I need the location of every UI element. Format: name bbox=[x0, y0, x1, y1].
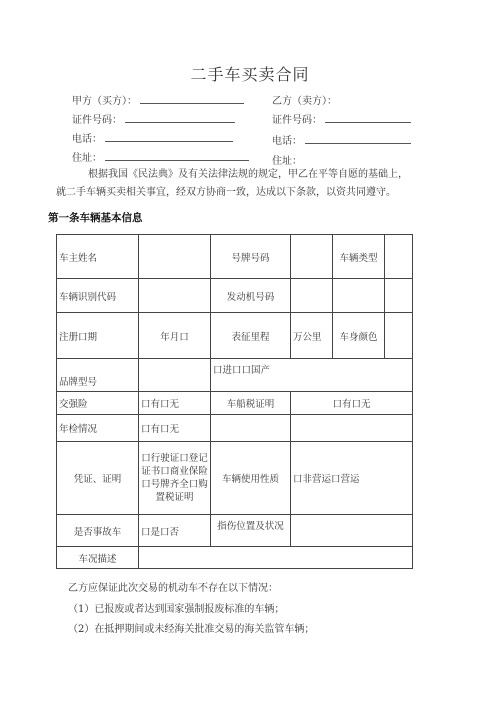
engine-no-extra-cell[interactable] bbox=[333, 279, 385, 313]
plate-no-cell[interactable] bbox=[291, 235, 333, 279]
engine-no-cell[interactable] bbox=[291, 279, 333, 313]
compulsory-ins-options[interactable]: 口有口无 bbox=[139, 392, 211, 415]
inspection-end-cell[interactable] bbox=[291, 415, 413, 442]
seller-label: 乙方（卖方）： bbox=[272, 96, 337, 107]
table-row bbox=[57, 313, 413, 359]
reg-date-value[interactable]: 年月口 bbox=[139, 313, 211, 359]
buyer-address-label: 住址： bbox=[72, 153, 102, 164]
buyer-phone-blank[interactable] bbox=[105, 131, 233, 142]
condition-cell[interactable] bbox=[139, 547, 413, 569]
buyer-address-blank[interactable] bbox=[105, 150, 249, 161]
seller-id-blank[interactable] bbox=[325, 112, 411, 123]
vehicle-info-table bbox=[56, 234, 413, 569]
notes-item-1: （1）已报废或者达到国家强制报废标准的车辆； bbox=[68, 604, 285, 615]
engine-no-label: 发动机号码 bbox=[211, 279, 291, 313]
table-row bbox=[57, 515, 413, 547]
body-color-cell[interactable] bbox=[385, 313, 413, 359]
body-color-label: 车身颜色 bbox=[333, 313, 385, 359]
table-row bbox=[57, 442, 413, 515]
vin-row-end-cell[interactable] bbox=[385, 279, 413, 313]
vehicle-type-cell[interactable] bbox=[385, 235, 413, 279]
reg-date-label: 注册口期 bbox=[57, 313, 139, 359]
owner-name-cell[interactable] bbox=[139, 235, 211, 279]
accident-label: 是否事故车 bbox=[57, 515, 139, 547]
buyer-id-blank[interactable] bbox=[125, 112, 235, 123]
brand-model-cell[interactable] bbox=[139, 359, 211, 392]
seller-phone-row bbox=[272, 132, 411, 147]
buyer-phone-row bbox=[72, 130, 233, 145]
intro-line-2: 就二手车辆买卖相关事宜，经双方协商一致，达成以下条款，以资共同遵守。 bbox=[56, 187, 396, 198]
notes-item-2: （2）在抵押期间或未经海关批准交易的海关监管车辆； bbox=[68, 624, 315, 635]
buyer-address-row bbox=[72, 149, 249, 164]
buyer-row bbox=[72, 92, 244, 107]
table-row bbox=[57, 415, 413, 442]
odometer-unit[interactable]: 万公里 bbox=[291, 313, 333, 359]
seller-id-label: 证件号码： bbox=[272, 115, 322, 126]
buyer-id-label: 证件号码： bbox=[72, 115, 122, 126]
plate-no-label: 号牌号码 bbox=[211, 235, 291, 279]
table-row bbox=[57, 547, 413, 569]
page-title: 二手车买卖合同 bbox=[190, 65, 310, 84]
seller-phone-blank[interactable] bbox=[305, 133, 411, 144]
owner-name-label: 车主姓名 bbox=[57, 235, 139, 279]
buyer-phone-label: 电话： bbox=[72, 134, 102, 145]
seller-row bbox=[272, 92, 337, 107]
seller-address-row bbox=[272, 152, 302, 167]
table-row bbox=[57, 279, 413, 313]
vin-cell[interactable] bbox=[139, 279, 211, 313]
vin-label: 车辆识别代码 bbox=[57, 279, 139, 313]
inspection-extra-cell[interactable] bbox=[211, 415, 291, 442]
notes-intro: 乙方应保证此次交易的机动车不存在以下情况： bbox=[68, 583, 278, 594]
vessel-tax-options[interactable]: 口有口无 bbox=[291, 392, 413, 415]
buyer-name-blank[interactable] bbox=[140, 93, 244, 104]
inspection-options[interactable]: 口有口无 bbox=[139, 415, 211, 442]
credentials-options[interactable]: 口行驶证口登记证书口商业保险口号牌齐全口购置税证明 bbox=[139, 442, 211, 515]
section-1-heading: 第一条车辆基本信息 bbox=[48, 212, 143, 224]
intro-paragraph bbox=[56, 166, 448, 202]
intro-line-1: 根据我国《民法典》及有关法律法规的规定，甲乙在平等自愿的基础上， bbox=[88, 169, 408, 180]
damage-label: 指伤位置及状况 bbox=[211, 515, 291, 547]
import-domestic-options[interactable]: 口进口口国产 bbox=[211, 359, 413, 392]
vehicle-type-label: 车辆类型 bbox=[333, 235, 385, 279]
buyer-label: 甲方（买方）： bbox=[72, 96, 137, 107]
table-row bbox=[57, 359, 413, 392]
inspection-label: 年检情况 bbox=[57, 415, 139, 442]
accident-options[interactable]: 口是口否 bbox=[139, 515, 211, 547]
usage-nature-options[interactable]: 口非营运口营运 bbox=[291, 442, 413, 515]
damage-cell[interactable] bbox=[291, 515, 413, 547]
buyer-id-row bbox=[72, 111, 235, 126]
seller-id-row bbox=[272, 111, 411, 126]
credentials-label: 凭证、证明 bbox=[57, 442, 139, 515]
table-row bbox=[57, 235, 413, 279]
table-row bbox=[57, 392, 413, 415]
odometer-label: 表征里程 bbox=[211, 313, 291, 359]
usage-nature-label: 车辆使用性质 bbox=[211, 442, 291, 515]
brand-model-label: 品牌型号 bbox=[57, 359, 139, 392]
seller-phone-label: 电话： bbox=[272, 136, 302, 147]
compulsory-ins-label: 交强险 bbox=[57, 392, 139, 415]
vessel-tax-label: 车船税证明 bbox=[211, 392, 291, 415]
seller-address-label: 住址： bbox=[272, 156, 302, 167]
condition-label: 车况描述 bbox=[57, 547, 139, 569]
